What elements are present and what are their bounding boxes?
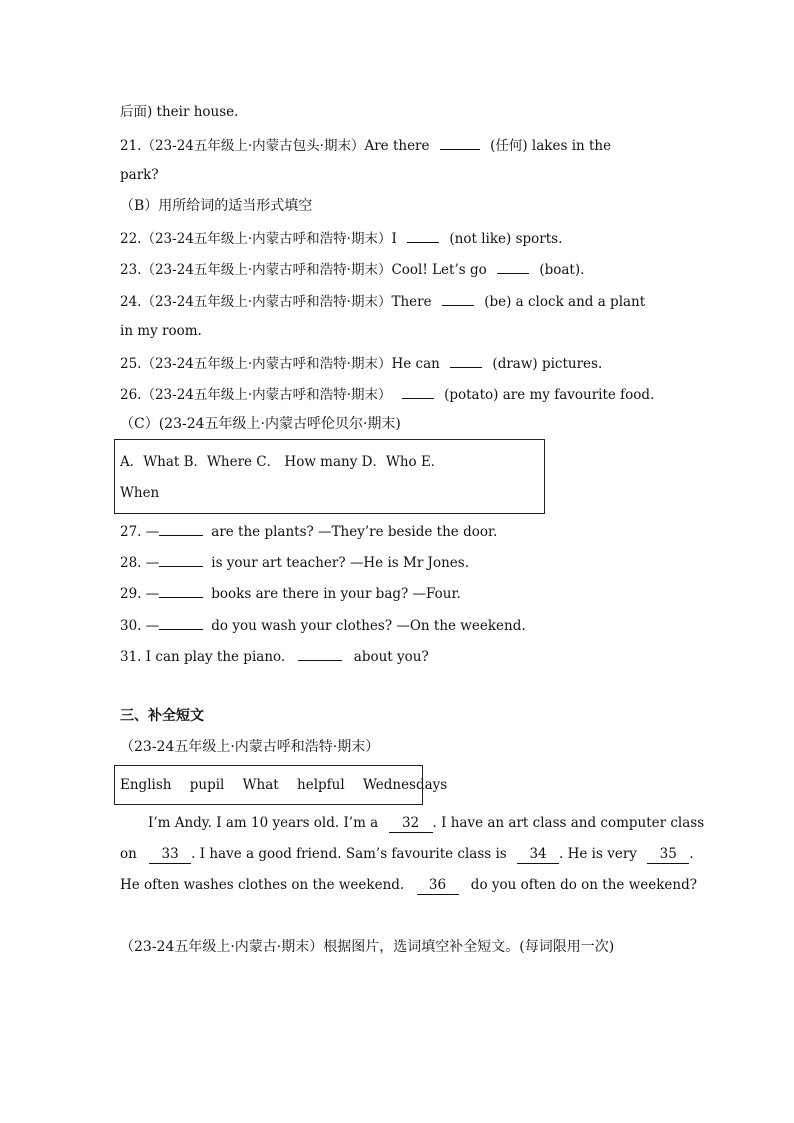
passage-line-1 [148, 814, 704, 833]
answer-blank[interactable] [159, 583, 203, 598]
answer-blank[interactable] [497, 259, 529, 274]
question-31 [120, 646, 429, 666]
question-text: is your art teacher? —He is Mr Jones. [211, 555, 470, 571]
text-line: 后面) their house. [120, 104, 239, 120]
word-option: English [120, 777, 172, 793]
passage-text: . I have an art class and computer class [432, 815, 705, 831]
question-text: (be) a clock and a plant [484, 294, 646, 310]
options-line-1: A．What B．Where C． How many D．Who E． [120, 454, 445, 470]
answer-blank[interactable] [159, 521, 203, 536]
question-text: 24.（23-24五年级上·内蒙古呼和浩特·期末）There [120, 294, 432, 310]
section-3-source: （23-24五年级上·内蒙古呼和浩特·期末） [120, 739, 380, 755]
answer-blank[interactable] [159, 552, 203, 567]
options-line-2: When [120, 485, 160, 501]
question-24 [120, 291, 645, 311]
question-28 [120, 552, 469, 572]
question-text: 27. — [120, 524, 160, 540]
section-3-heading: 三、补全短文 [120, 708, 204, 724]
question-text: 26.（23-24五年级上·内蒙古呼和浩特·期末） [120, 387, 392, 403]
question-text: are the plants? —They’re beside the door. [211, 524, 498, 540]
question-text: 31. I can play the piano. [120, 649, 286, 665]
question-23 [120, 259, 584, 279]
word-option: What [242, 777, 279, 793]
question-text: 25.（23-24五年级上·内蒙古呼和浩特·期末）He can [120, 356, 440, 372]
passage-text: do you often do on the weekend? [470, 877, 697, 893]
word-list [120, 776, 447, 794]
question-text: (任何) lakes in the [490, 138, 612, 154]
section-b-heading: （B）用所给词的适当形式填空 [120, 198, 313, 214]
question-text: do you wash your clothes? —On the weekend. [211, 618, 526, 634]
word-option: helpful [297, 777, 345, 793]
question-text: 21.（23-24五年级上·内蒙古包头·期末）Are there [120, 138, 430, 154]
answer-blank[interactable] [298, 646, 342, 661]
options-box [114, 439, 545, 514]
numbered-blank-36[interactable]: 36 [417, 876, 459, 895]
question-25 [120, 353, 602, 373]
question-27 [120, 521, 497, 541]
question-text: 29. — [120, 586, 160, 602]
passage-line-2 [120, 845, 694, 864]
section-c-heading: （C）(23-24五年级上·内蒙古呼伦贝尔·期末) [120, 416, 401, 432]
numbered-blank-35[interactable]: 35 [647, 845, 689, 864]
question-text: (potato) are my favourite food. [444, 387, 655, 403]
next-section-instruction: （23-24五年级上·内蒙古·期末）根据图片，选词填空补全短文。(每词限用一次) [120, 939, 615, 955]
passage-text: I’m Andy. I am 10 years old. I’m a [148, 815, 379, 831]
passage-text: . [689, 846, 694, 862]
question-text: 28. — [120, 555, 160, 571]
passage-line-3 [120, 876, 697, 895]
answer-blank[interactable] [440, 135, 480, 150]
question-30 [120, 615, 526, 635]
question-22 [120, 228, 562, 248]
passage-text: . I have a good friend. Sam’s favourite class is [191, 846, 507, 862]
question-text: (boat). [539, 262, 585, 278]
passage-text: He often washes clothes on the weekend. [120, 877, 405, 893]
passage-text: on [120, 846, 137, 862]
question-text: books are there in your bag? —Four. [211, 586, 461, 602]
question-text: 30. — [120, 618, 160, 634]
question-29 [120, 583, 461, 603]
question-text: 23.（23-24五年级上·内蒙古呼和浩特·期末）Cool! Let’s go [120, 262, 487, 278]
passage-text: . He is very [559, 846, 637, 862]
answer-blank[interactable] [407, 228, 439, 243]
answer-blank[interactable] [450, 353, 482, 368]
numbered-blank-34[interactable]: 34 [517, 845, 559, 864]
question-text: (not like) sports. [449, 231, 563, 247]
question-26 [120, 384, 654, 404]
numbered-blank-32[interactable]: 32 [389, 814, 433, 833]
question-21 [120, 135, 611, 155]
word-option: Wednesdays [362, 777, 448, 793]
text-line: in my room. [120, 323, 202, 339]
question-text: about you? [353, 649, 429, 665]
answer-blank[interactable] [159, 615, 203, 630]
word-option: pupil [189, 777, 225, 793]
answer-blank[interactable] [402, 384, 434, 399]
answer-blank[interactable] [442, 291, 474, 306]
question-text: 22.（23-24五年级上·内蒙古呼和浩特·期末）I [120, 231, 397, 247]
question-text: (draw) pictures. [492, 356, 603, 372]
text-line: park? [120, 167, 159, 183]
numbered-blank-33[interactable]: 33 [149, 845, 191, 864]
